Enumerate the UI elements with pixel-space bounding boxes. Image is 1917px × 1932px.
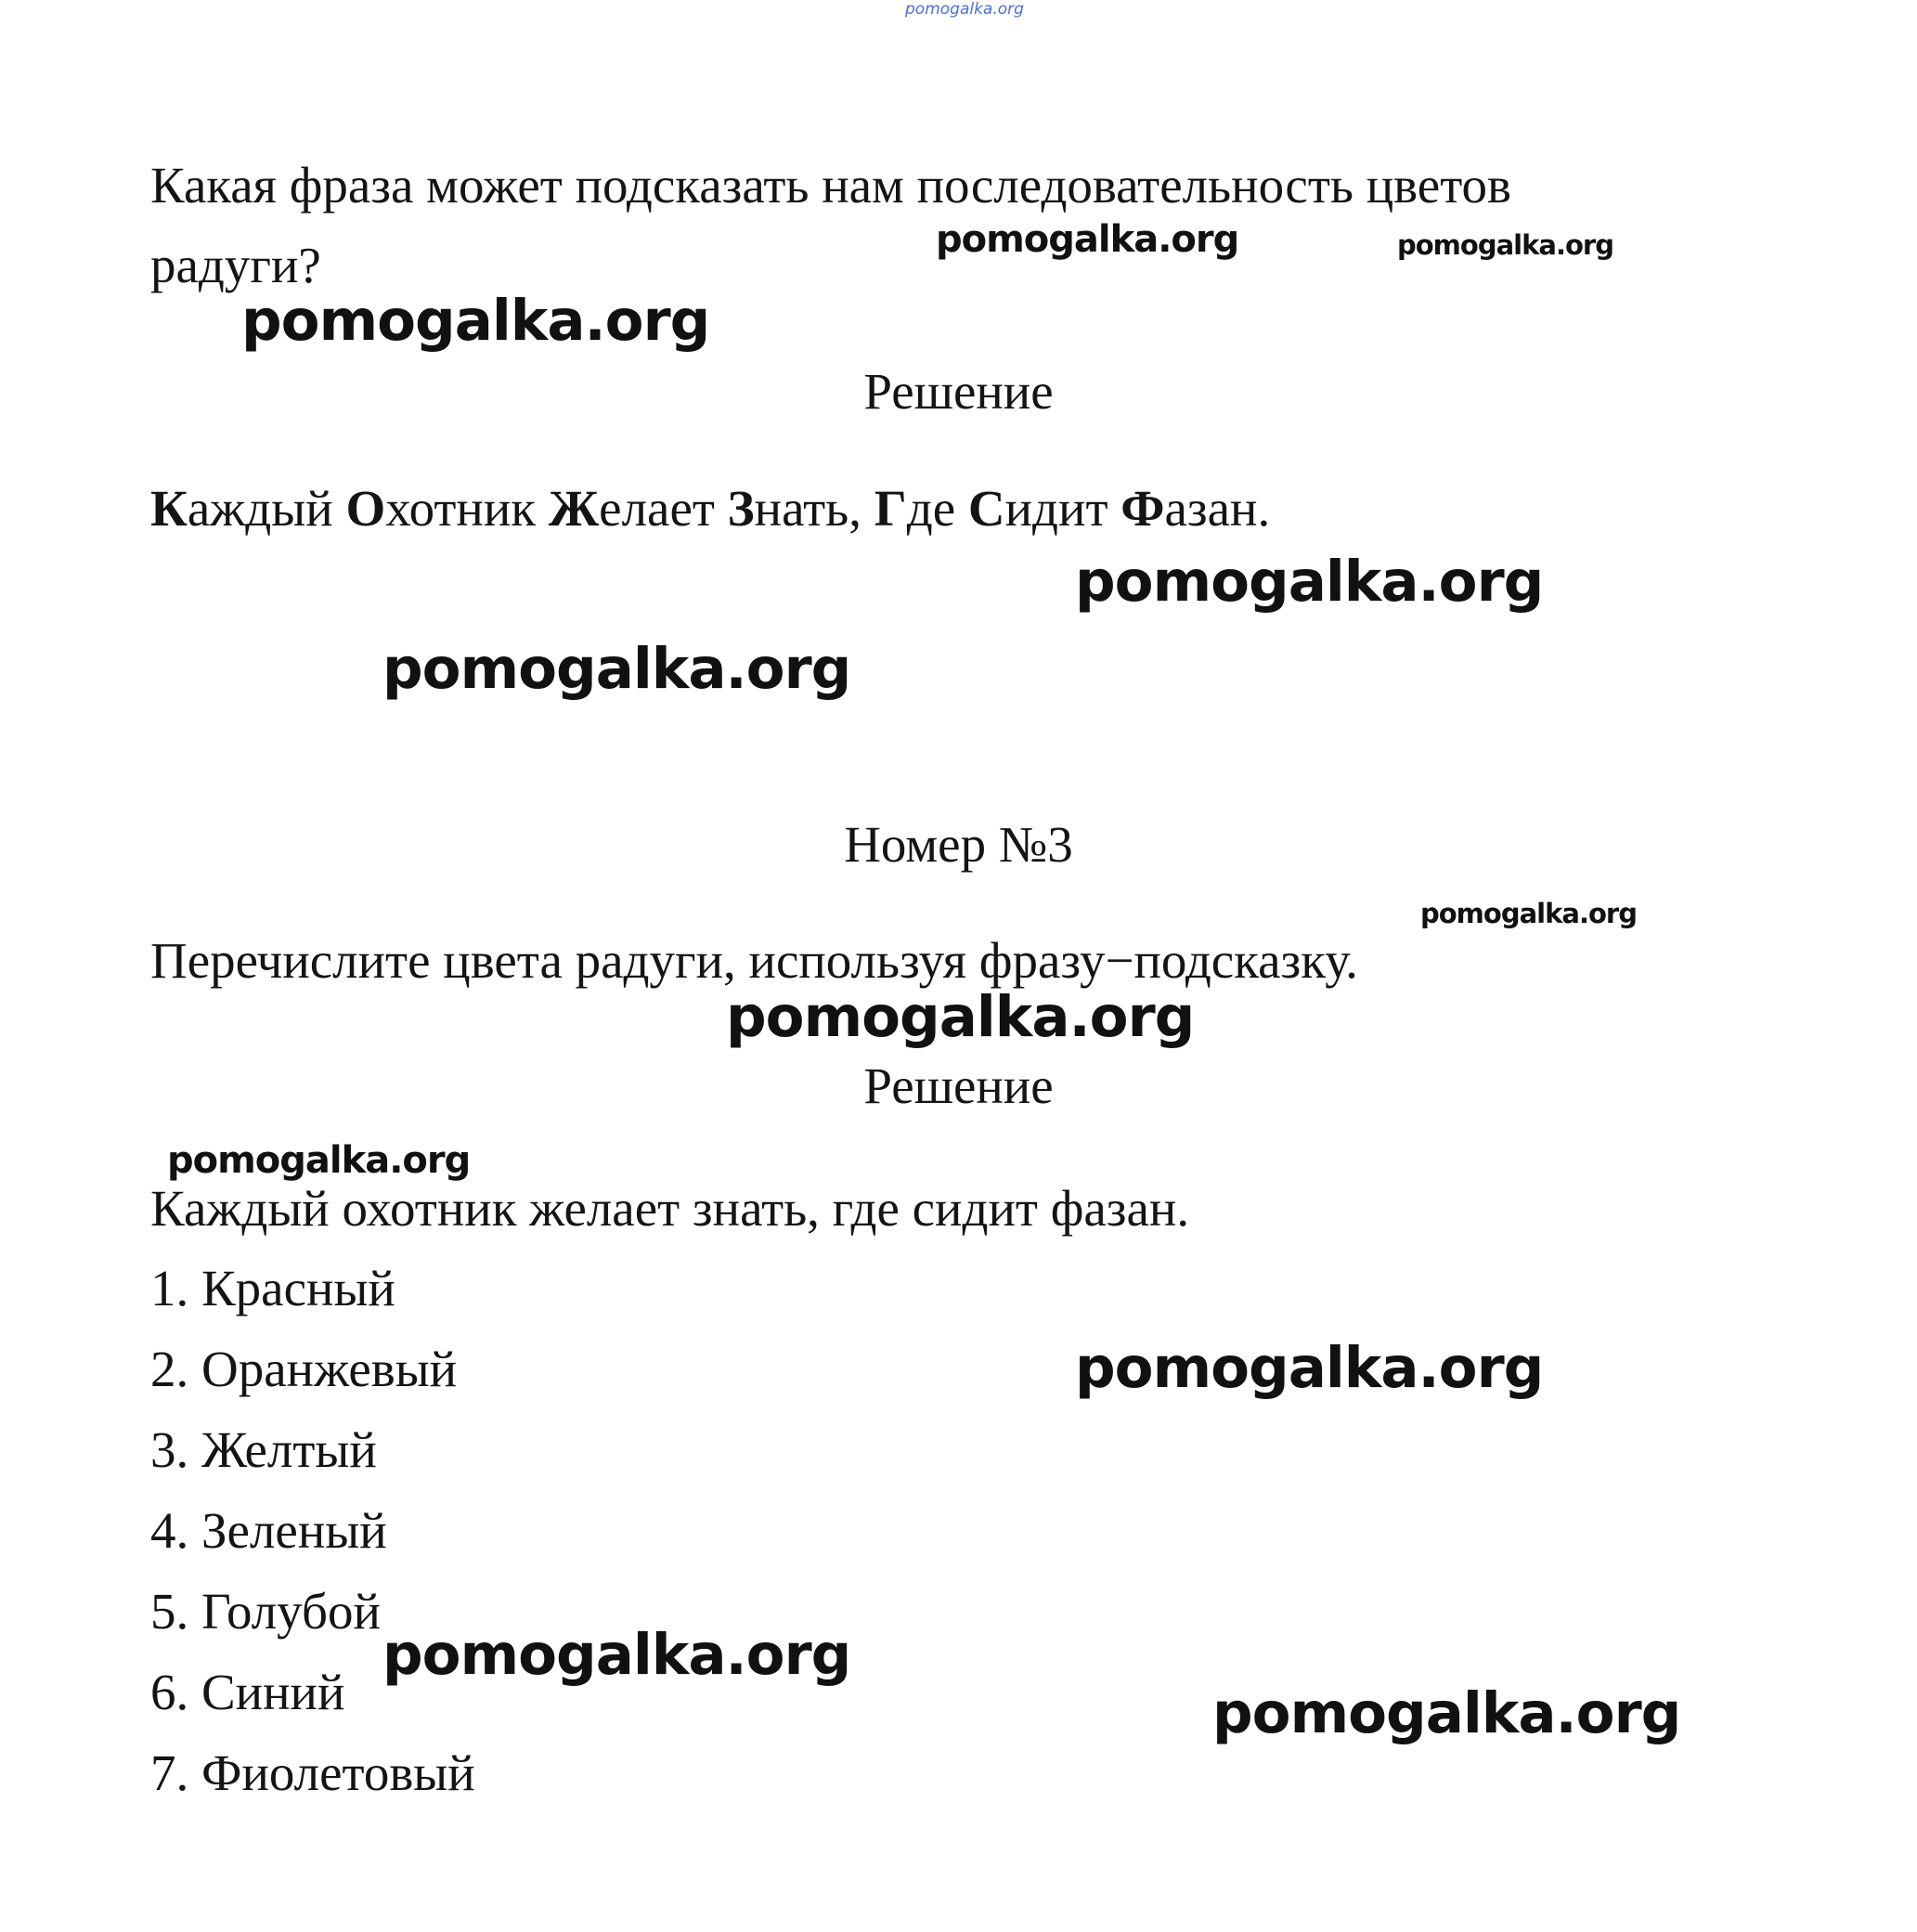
mnemonic-phrase-bold (150, 481, 1270, 538)
watermark: pomogalka.org (241, 288, 710, 354)
color-list-item: 5. Голубой (150, 1583, 381, 1640)
watermark: pomogalka.org (1075, 1335, 1544, 1401)
solution-heading-1: Решение (863, 363, 1054, 420)
watermark: pomogalka.org (1212, 1680, 1681, 1746)
word-initial: О (345, 480, 386, 537)
word-initial: Ф (1120, 480, 1165, 537)
color-list-item: 4. Зеленый (150, 1502, 387, 1559)
watermark: pomogalka.org (167, 1139, 471, 1182)
watermark: pomogalka.org (1075, 549, 1544, 615)
color-list-item: 7. Фиолетовый (150, 1744, 475, 1801)
watermark: pomogalka.org (936, 218, 1239, 261)
color-list-item: 2. Оранжевый (150, 1341, 458, 1397)
word-initial: К (150, 480, 188, 537)
word-initial: З (727, 480, 755, 537)
solution-heading-2: Решение (863, 1057, 1054, 1114)
watermark-top: pomogalka.org (905, 0, 1024, 19)
word-rest: елает (599, 480, 728, 537)
question-line-1: Какая фраза может подсказать нам последовательность цветов (150, 157, 1511, 214)
word-rest: идит (1004, 480, 1121, 537)
watermark: pomogalka.org (726, 984, 1195, 1050)
number-heading: Номер №3 (844, 816, 1073, 873)
word-initial: Ж (548, 480, 600, 537)
watermark: pomogalka.org (1420, 898, 1637, 929)
color-list-item: 3. Желтый (150, 1421, 377, 1478)
watermark: pomogalka.org (382, 1622, 851, 1688)
question-line-2: радуги? (150, 237, 321, 293)
color-list-item: 6. Синий (150, 1664, 345, 1720)
word-rest: де (906, 480, 968, 537)
word-rest: аждый (187, 480, 346, 537)
word-initial: С (967, 480, 1005, 537)
word-rest: хотник (385, 480, 549, 537)
word-rest: азан. (1164, 480, 1271, 537)
watermark: pomogalka.org (1397, 229, 1613, 261)
mnemonic-phrase: Каждый охотник желает знать, где сидит фазан. (150, 1180, 1190, 1237)
color-list-item: 1. Красный (150, 1260, 395, 1316)
word-initial: Г (874, 480, 907, 537)
word-rest: нать, (754, 480, 874, 537)
watermark: pomogalka.org (382, 636, 851, 702)
question-text-2: Перечислите цвета радуги, используя фразу−подсказку. (150, 932, 1358, 989)
